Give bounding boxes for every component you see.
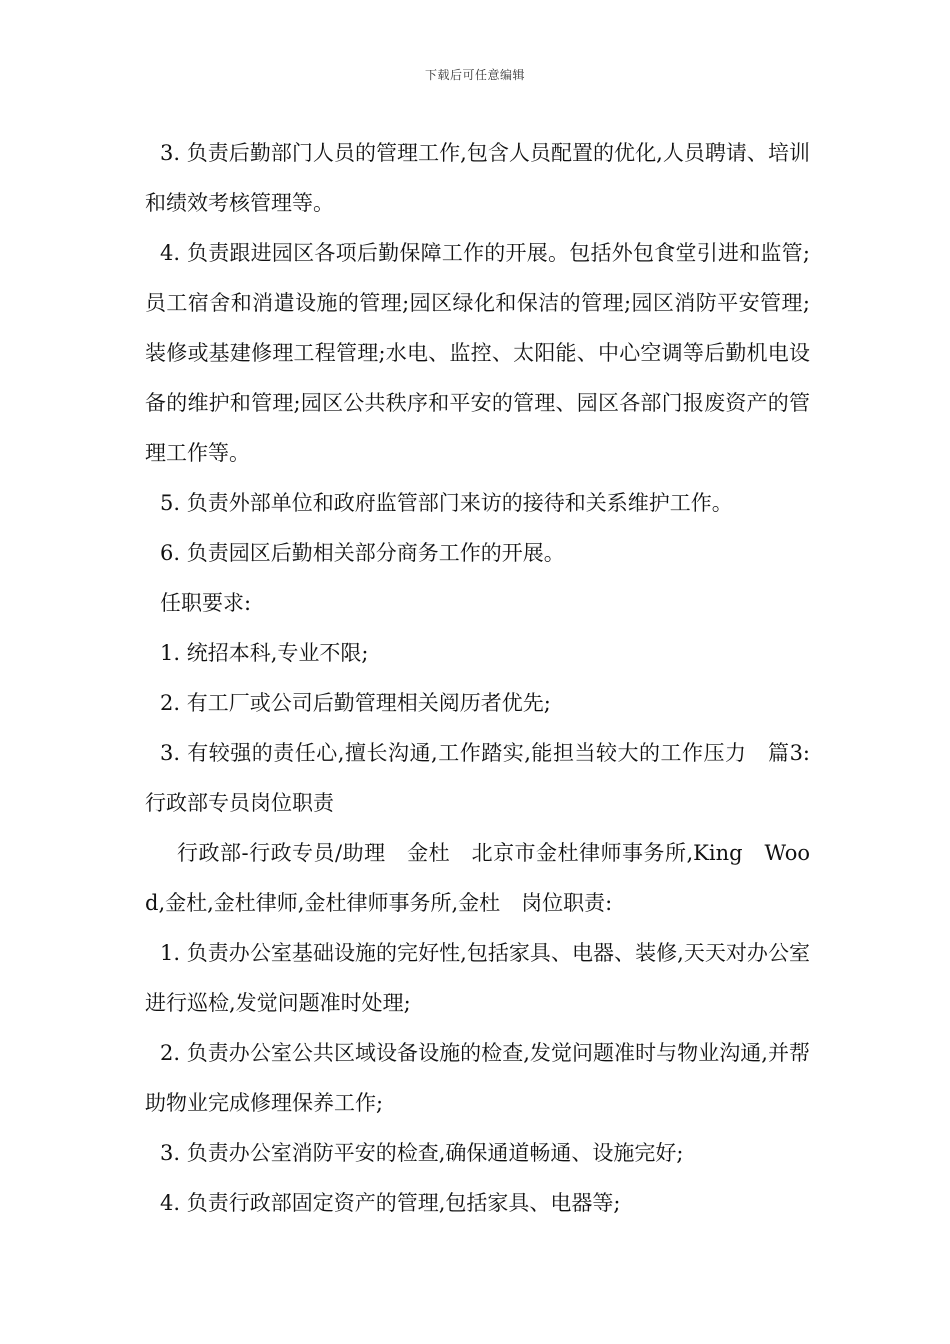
paragraph-job-intro: 行政部-行政专员/助理 金杜 北京市金杜律师事务所,King Wood,金杜,金杜律师,金杜律师事务所,金杜 岗位职责: (145, 841, 810, 915)
document-body (145, 128, 810, 1228)
paragraph-duty-5: 5. 负责外部单位和政府监管部门来访的接待和关系维护工作。 (160, 491, 733, 515)
paragraph-admin-duty-1: 1. 负责办公室基础设施的完好性,包括家具、电器、装修,天天对办公室进行巡检,发觉问题准时处理; (145, 941, 810, 1015)
paragraph-duty-6: 6. 负责园区后勤相关部分商务工作的开展。 (160, 541, 565, 565)
paragraph-duty-3: 3. 负责后勤部门人员的管理工作,包含人员配置的优化,人员聘请、培训和绩效考核管理等。 (145, 141, 810, 215)
paragraph-requirement-1: 1. 统招本科,专业不限; (160, 641, 369, 665)
paragraph-requirement-2: 2. 有工厂或公司后勤管理相关阅历者优先; (160, 691, 551, 715)
paragraph-requirements-heading: 任职要求: (160, 591, 252, 615)
paragraph-requirement-3: 3. 有较强的责任心,擅长沟通,工作踏实,能担当较大的工作压力 篇3:行政部专员岗位职责 (145, 741, 810, 815)
page-header: 下载后可任意编辑 (424, 68, 525, 82)
paragraph-admin-duty-4: 4. 负责行政部固定资产的管理,包括家具、电器等; (160, 1191, 621, 1215)
paragraph-admin-duty-2: 2. 负责办公室公共区域设备设施的检查,发觉问题准时与物业沟通,并帮助物业完成修理保养工作; (145, 1041, 810, 1115)
paragraph-duty-4: 4. 负责跟进园区各项后勤保障工作的开展。包括外包食堂引进和监管;员工宿舍和消遣设施的管理;园区绿化和保洁的管理;园区消防平安管理;装修或基建修理工程管理;水电、监控、太阳能、中心空调等后勤机电设备的维护和管理;园区公共秩序和平安的管理、园区各部门报废资产的管理工作等。 (145, 241, 810, 465)
paragraph-admin-duty-3: 3. 负责办公室消防平安的检查,确保通道畅通、设施完好; (160, 1141, 684, 1165)
